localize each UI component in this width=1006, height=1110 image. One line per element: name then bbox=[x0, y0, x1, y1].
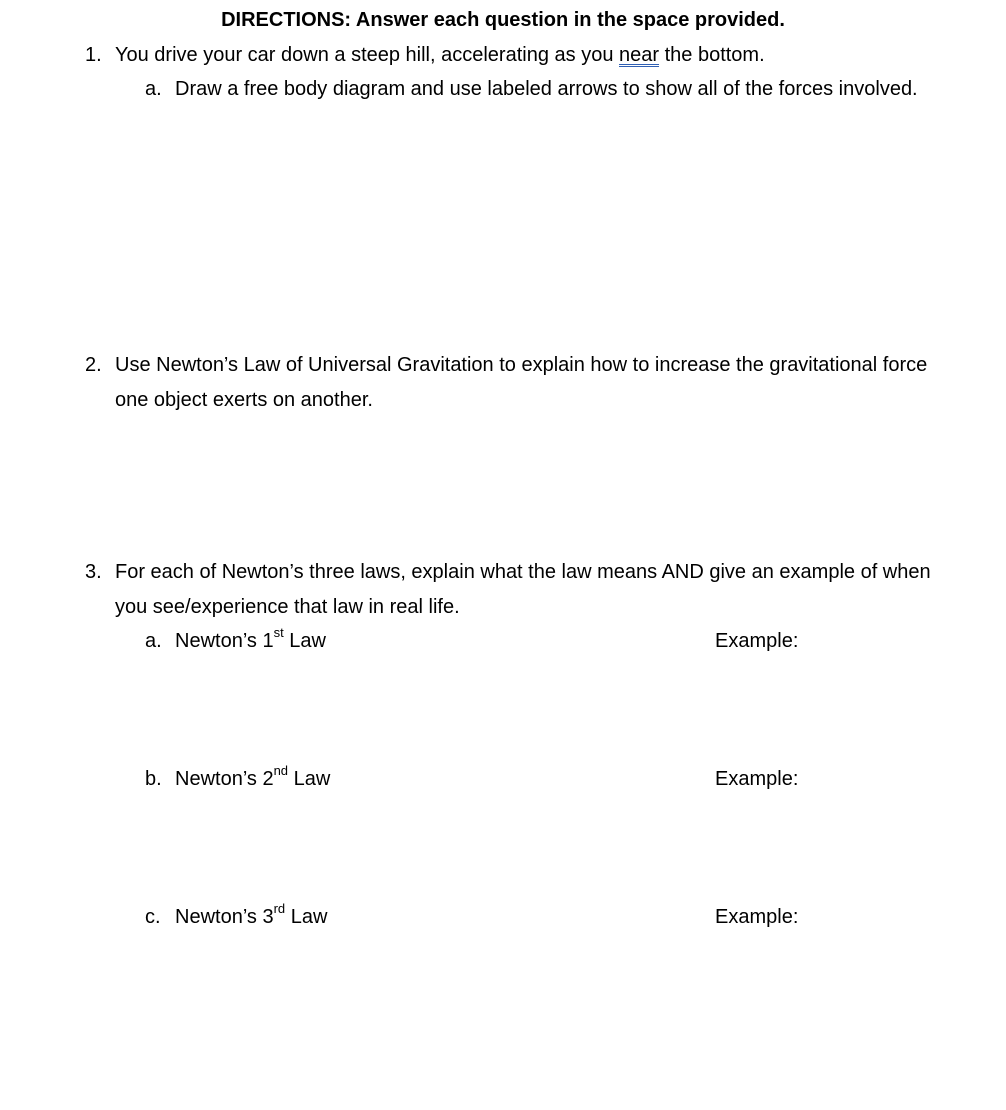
ordinal-suffix: st bbox=[273, 625, 284, 641]
question-3b-law bbox=[175, 763, 331, 791]
law-word: Law bbox=[285, 906, 328, 928]
law-name: Newton’s 2 bbox=[175, 768, 274, 790]
question-3-line1: For each of Newton’s three laws, explain what the law means AND give an example of when bbox=[115, 561, 931, 583]
question-3c-example-label: Example: bbox=[715, 906, 799, 928]
law-word: Law bbox=[288, 768, 331, 790]
question-3b-letter: b. bbox=[145, 768, 162, 790]
law-name: Newton’s 1 bbox=[175, 630, 274, 652]
question-1-flagged-word: near bbox=[619, 44, 660, 66]
question-3a-law bbox=[175, 625, 326, 653]
question-1a-text: Draw a free body diagram and use labeled arrows to show all of the forces involved. bbox=[175, 78, 918, 100]
question-2-line2: one object exerts on another. bbox=[115, 389, 373, 411]
question-3c-letter: c. bbox=[145, 906, 161, 928]
question-2-number: 2. bbox=[85, 354, 102, 376]
question-3b-example-label: Example: bbox=[715, 768, 799, 790]
question-3a-example-label: Example: bbox=[715, 630, 799, 652]
law-word: Law bbox=[283, 630, 326, 652]
question-1-text bbox=[115, 43, 765, 67]
question-3c-law bbox=[175, 901, 328, 929]
question-1-text-before: You drive your car down a steep hill, accelerating as you bbox=[115, 44, 619, 66]
law-name: Newton’s 3 bbox=[175, 906, 274, 928]
directions-heading: DIRECTIONS: Answer each question in the space provided. bbox=[221, 9, 785, 31]
ordinal-suffix: rd bbox=[273, 901, 286, 917]
question-1-number: 1. bbox=[85, 44, 102, 66]
question-3-number: 3. bbox=[85, 561, 102, 583]
question-3a-letter: a. bbox=[145, 630, 162, 652]
question-2-line1: Use Newton’s Law of Universal Gravitation to explain how to increase the gravitational force bbox=[115, 354, 928, 376]
question-1a-letter: a. bbox=[145, 78, 162, 100]
question-1-text-after: the bottom. bbox=[659, 44, 765, 66]
question-3-line2: you see/experience that law in real life. bbox=[115, 596, 460, 618]
ordinal-suffix: nd bbox=[273, 763, 289, 779]
